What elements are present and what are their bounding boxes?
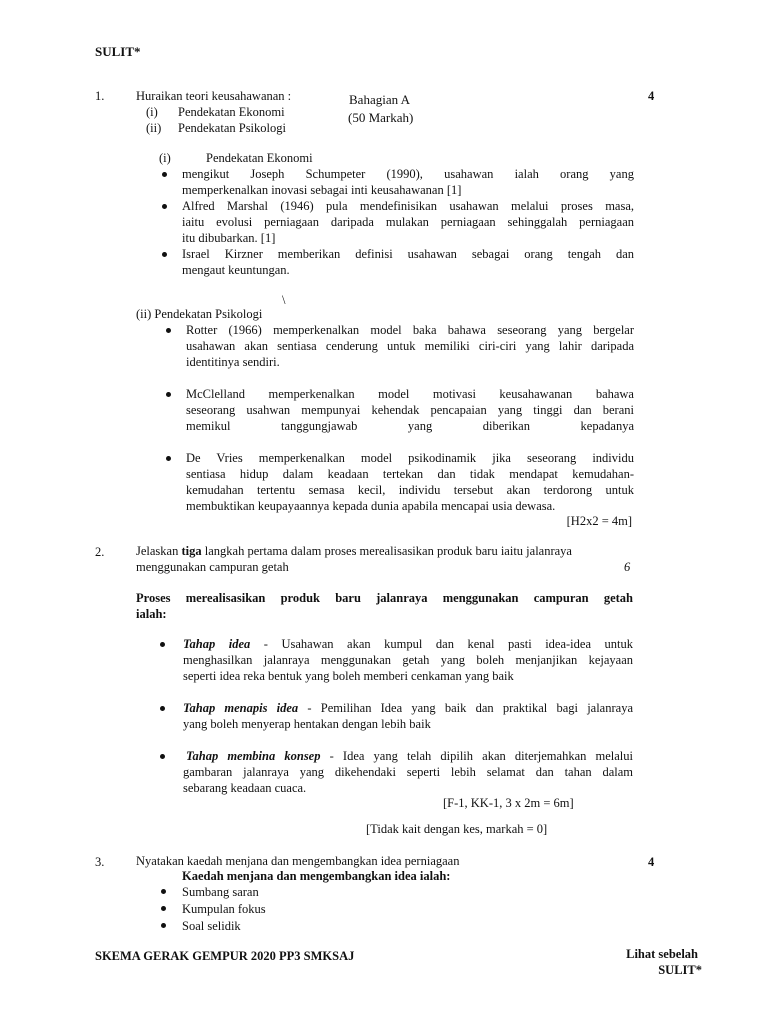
q1-answer-i-title: Pendekatan Ekonomi [206, 151, 313, 165]
q3-item-1: Sumbang saran [182, 885, 259, 899]
q2-point-1-text: - Usahawan akan kumpul dan kenal pasti idea-idea untuk [250, 637, 633, 651]
bullet-icon [161, 923, 166, 928]
q2-point-3-line-3: sebarang keadaan cuaca. [183, 781, 307, 795]
bullet-icon [160, 754, 165, 759]
eko-1-line-2: memperkenalkan inovasi sebagai inti keusahawanan [1] [182, 183, 462, 197]
psi-2-line-1: McClelland memperkenalkan model motivasi keusahawanan bahawa [186, 387, 634, 401]
psi-3-line-1: De Vries memperkenalkan model psikodinamik jika seseorang individu [186, 451, 634, 465]
q1-answer-i-num: (i) [159, 151, 171, 165]
bullet-icon [162, 204, 167, 209]
q2-question-line-2: menggunakan campuran getah [136, 560, 289, 574]
q3-item-2: Kumpulan fokus [182, 902, 266, 916]
q1-option-i: Pendekatan Ekonomi [178, 105, 285, 119]
q1-option-ii: Pendekatan Psikologi [178, 121, 286, 135]
q2-point-1-line-2: menghasilkan jalanraya menggunakan getah yang boleh menjanjikan kejayaan [183, 653, 633, 667]
q1-option-i-num: (i) [146, 105, 158, 119]
footer-title: SKEMA GERAK GEMPUR 2020 PP3 SMKSAJ [95, 949, 355, 963]
q2-question-pre: Jelaskan [136, 544, 182, 558]
section-title: Bahagian A [349, 92, 411, 107]
psi-3-line-4: membuktikan keupayaannya kepada dunia apabila mencapai usia dewasa. [186, 499, 556, 513]
q1-question: Huraikan teori keusahawanan : [136, 89, 292, 103]
eko-2-line-1: Alfred Marshal (1946) pula mendefinisikan usahawan melalui proses masa, [182, 199, 634, 213]
q2-answer-heading-2: ialah: [136, 607, 167, 621]
q2-question-post: langkah pertama dalam proses merealisasikan produk baru iaitu jalanraya [201, 544, 572, 558]
psi-2-line-2: seseorang usahwan mempunyai kehendak pencapaian yang tinggi dan berani [186, 403, 634, 417]
q2-note: [Tidak kait dengan kes, markah = 0] [366, 822, 548, 836]
bullet-icon [161, 906, 166, 911]
bullet-icon [162, 172, 167, 177]
q2-marks: 6 [624, 560, 631, 574]
psi-1-line-2: usahawan akan sentiasa cenderung untuk memiliki ciri-ciri yang lahir daripada [186, 339, 634, 353]
eko-1-line-1: mengikut Joseph Schumpeter (1990), usahawan ialah orang yang [182, 167, 634, 181]
psi-2-line-3: memikul tanggungjawab yang diberikan kepadanya [186, 419, 634, 433]
q1-marks: 4 [648, 89, 655, 103]
eko-2-line-3: itu dibubarkan. [1] [182, 231, 276, 245]
bullet-icon [160, 642, 165, 647]
bullet-icon [166, 328, 171, 333]
q2-point-1-title: Tahap idea [183, 637, 251, 651]
eko-3-line-1: Israel Kirzner memberikan definisi usahawan sebagai orang tengah dan [182, 247, 634, 261]
bullet-icon [162, 252, 167, 257]
q2-point-3-line-2: gambaran jalanraya yang dikehendaki seperti lebih selamat dan tahan dalam [183, 765, 633, 779]
psi-1-line-1: Rotter (1966) memperkenalkan model baka bahawa seseorang yang bergelar [186, 323, 634, 337]
q2-point-3-title: Tahap membina konsep [186, 749, 321, 763]
psi-3-line-3: kemudahan tertentu semasa kecil, individu tersebut akan terdorong untuk [186, 483, 634, 497]
footer-continue: Lihat sebelah [626, 947, 698, 961]
q2-point-1-line-3: seperti idea reka bentuk yang boleh memberi cenkaman yang baik [183, 669, 514, 683]
q2-question-bold: tiga [181, 544, 202, 558]
bullet-icon [166, 392, 171, 397]
q1-option-ii-num: (ii) [146, 121, 162, 135]
bullet-icon [166, 456, 171, 461]
q1-answer-ii-title: (ii) Pendekatan Psikologi [136, 307, 263, 321]
q3-item-3: Soal selidik [182, 919, 241, 933]
bullet-icon [160, 706, 165, 711]
q1-score: [H2x2 = 4m] [566, 514, 632, 528]
psi-3-line-2: sentiasa hidup dalam keadaan tertekan dan tidak mendapat kemudahan- [186, 467, 634, 481]
q2-point-3-line-1 [186, 748, 633, 764]
confidential-label: SULIT* [95, 44, 141, 59]
q2-point-3-text: - Idea yang telah dipilih akan diterjemahkan melalui [320, 749, 633, 763]
q3-marks: 4 [648, 855, 655, 869]
q3-question: Nyatakan kaedah menjana dan mengembangkan idea perniagaan [136, 854, 460, 868]
psi-1-line-3: identitinya sendiri. [186, 355, 280, 369]
q2-question [136, 543, 572, 559]
q2-point-2-title: Tahap menapis idea [183, 701, 299, 715]
eko-2-line-2: iaitu evolusi perniagaan daripada mulakan perniagaan sehinggalah perniagaan [182, 215, 634, 229]
q2-point-2-text: - Pemilihan Idea yang baik dan praktikal bagi jalanraya [298, 701, 633, 715]
q2-point-2-line-1 [183, 700, 633, 716]
stray-backslash: \ [282, 293, 286, 307]
q2-answer-heading: Proses merealisasikan produk baru jalanraya menggunakan campuran getah [136, 591, 633, 605]
footer-confidential: SULIT* [658, 963, 702, 977]
section-marks: (50 Markah) [348, 110, 414, 125]
q1-number: 1. [95, 89, 105, 103]
eko-3-line-2: mengaut keuntungan. [182, 263, 290, 277]
q2-point-1-line-1 [183, 636, 633, 652]
q2-point-2-line-2: yang boleh menyerap hentakan dengan lebih baik [183, 717, 431, 731]
q3-answer-title: Kaedah menjana dan mengembangkan idea ialah: [182, 869, 451, 883]
q2-number: 2. [95, 545, 105, 559]
q3-number: 3. [95, 855, 105, 869]
q2-score: [F-1, KK-1, 3 x 2m = 6m] [443, 796, 574, 810]
bullet-icon [161, 889, 166, 894]
